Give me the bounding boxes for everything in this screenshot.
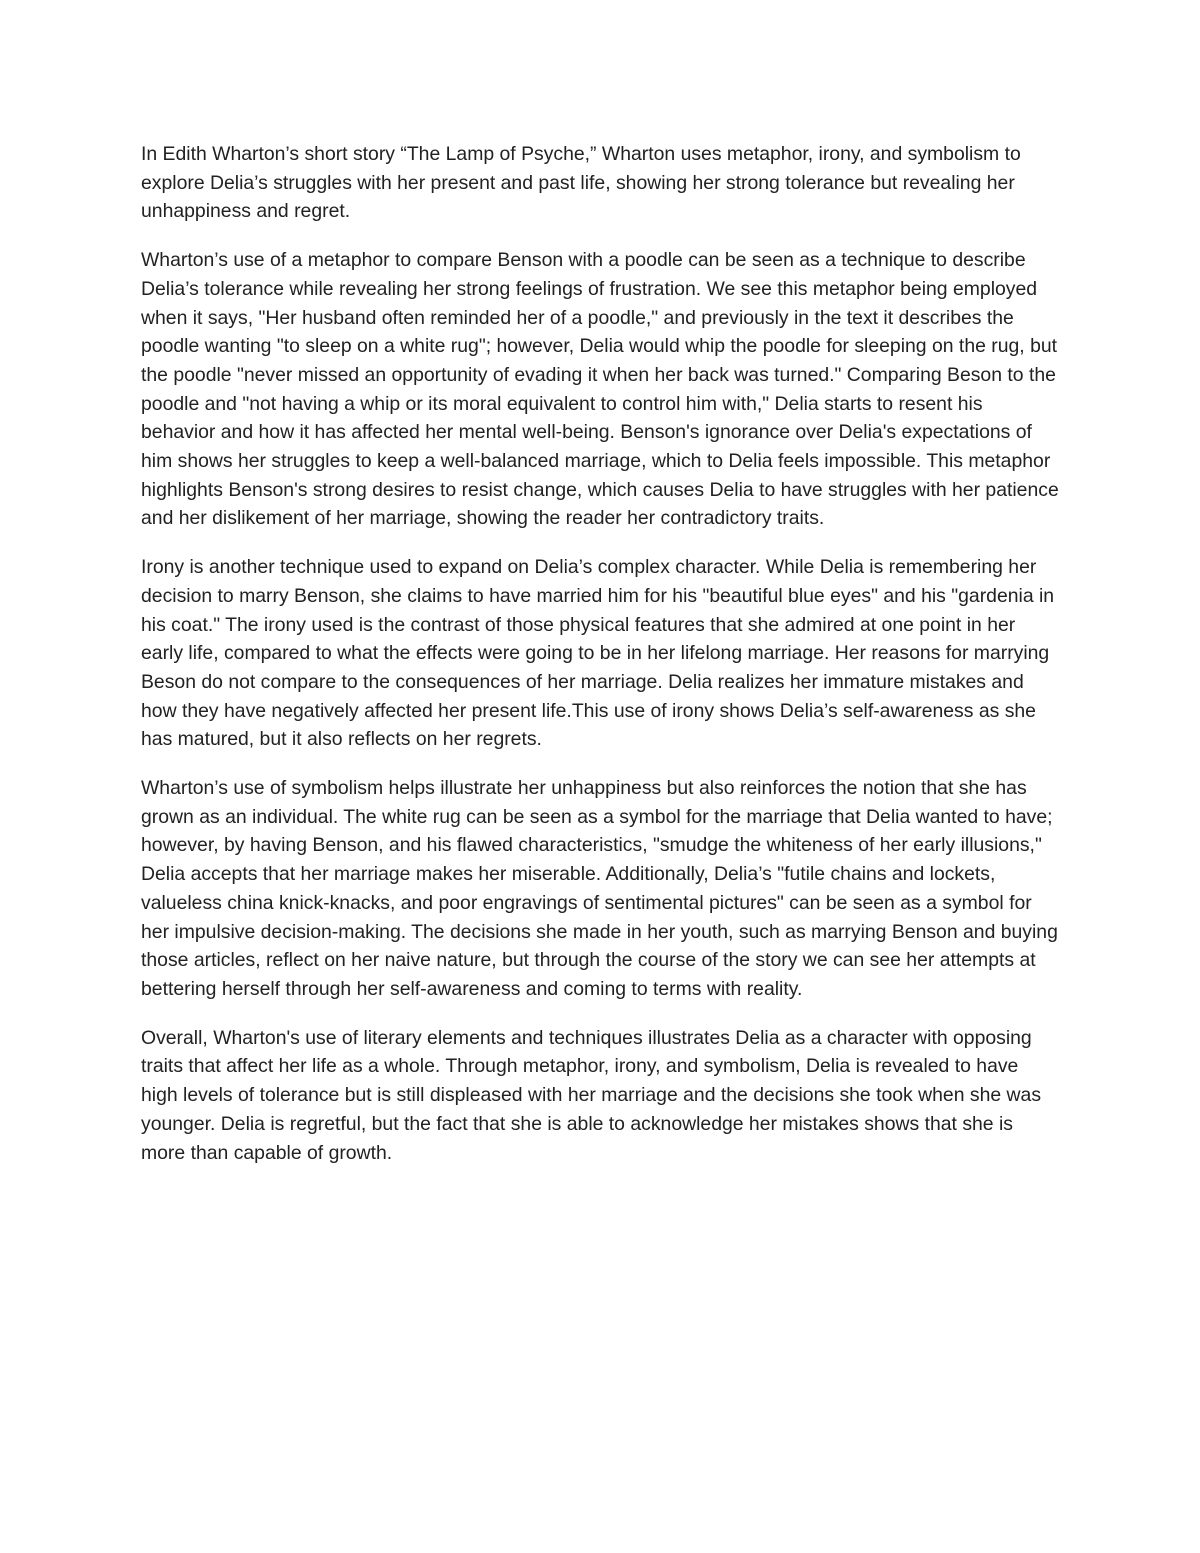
paragraph-symbolism: Wharton’s use of symbolism helps illustrate her unhappiness but also reinforces the notion that she has grown as an individual. The white rug can be seen as a symbol for the marriage that Delia wanted to have; however, by having Benson, and his flawed characteristics, "smudge the whiteness of her early illusions," Delia accepts that her marriage makes her miserable. Additionally, Delia’s "futile chains and lockets, valueless china knick-knacks, and poor engravings of sentimental pictures" can be seen as a symbol for her impulsive decision-making. The decisions she made in her youth, such as marrying Benson and buying those articles, reflect on her naive nature, but through the course of the story we can see her attempts at bettering herself through her self-awareness and coming to terms with reality. — [141, 777, 1058, 1000]
paragraph-irony: Irony is another technique used to expand on Delia’s complex character. While Delia is remembering her decision to marry Benson, she claims to have married him for his "beautiful blue eyes" and his "gardenia in his coat." The irony used is the contrast of those physical features that she admired at one point in her early life, compared to what the effects were going to be in her lifelong marriage. Her reasons for marrying Beson do not compare to the consequences of her marriage. Delia realizes her immature mistakes and how they have negatively affected her present life.This use of irony shows Delia’s self-awareness as she has matured, but it also reflects on her regrets. — [141, 556, 1055, 751]
paragraph-intro: In Edith Wharton’s short story “The Lamp of Psyche,” Wharton uses metaphor, irony, and symbolism to explore Delia’s struggles with her present and past life, showing her strong tolerance but revealing her unhappiness and regret. — [141, 143, 1021, 223]
paragraph-conclusion: Overall, Wharton's use of literary elements and techniques illustrates Delia as a character with opposing traits that affect her life as a whole. Through metaphor, irony, and symbolism, Delia is revealed to have high levels of tolerance but is still displeased with her marriage and the decisions she took when she was younger. Delia is regretful, but the fact that she is able to acknowledge her mistakes shows that she is more than capable of growth. — [141, 1026, 1042, 1164]
essay-body — [141, 140, 1059, 1187]
paragraph-metaphor: Wharton’s use of a metaphor to compare Benson with a poodle can be seen as a technique to describe Delia’s tolerance while revealing her strong feelings of frustration. We see this metaphor being employed when it says, "Her husband often reminded her of a poodle," and previously in the text it describes the poodle wanting "to sleep on a white rug"; however, Delia would whip the poodle for sleeping on the rug, but the poodle "never missed an opportunity of evading it when her back was turned." Comparing Beson to the poodle and "not having a whip or its moral equivalent to control him with," Delia starts to resent his behavior and how it has affected her mental well-being. Benson's ignorance over Delia's expectations of him shows her struggles to keep a well-balanced marriage, which to Delia feels impossible. This metaphor highlights Benson's strong desires to resist change, which causes Delia to have struggles with her patience and her dislikement of her marriage, showing the reader her contradictory traits. — [141, 249, 1059, 530]
